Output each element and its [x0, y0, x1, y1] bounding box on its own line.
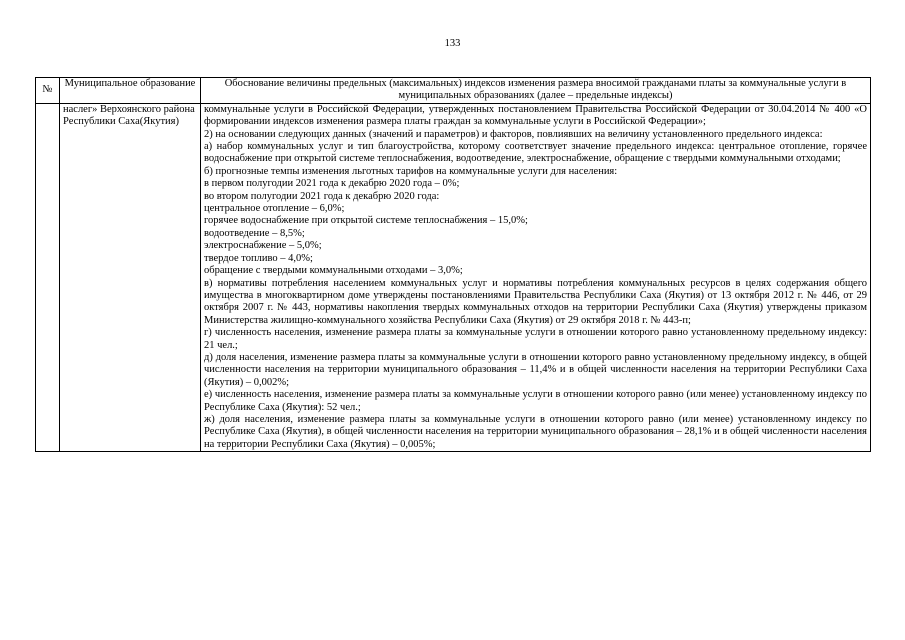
tariff-sewerage: водоотведение – 8,5%; [204, 227, 305, 239]
paragraph-zh: ж) доля населения, изменение размера платы за коммунальные услуги в отношении которого равно (или менее) установленному индексу по Республике Саха (Якутия), в общей численности населения на территории муниципального образования – 28,1% и в общей численности населения на территории Республики Саха (Якутия) – 0,005%; [204, 413, 867, 450]
paragraph-2: 2) на основании следующих данных (значений и параметров) и факторов, повлиявших на величину установленного предельного индекса: [204, 128, 823, 140]
header-justification: Обоснование величины предельных (максимальных) индексов изменения размера вносимой гражданами платы за коммунальные услуги в муниципальных образованиях (далее – предельные индексы) [201, 78, 871, 104]
tariff-solid-fuel: твердое топливо – 4,0%; [204, 252, 313, 264]
paragraph-continuation: коммунальные услуги в Российской Федерации, утвержденных постановлением Правительства Российской Федерации от 30.04.2014 № 400 «О формировании индексов изменения размера платы граждан за коммунальные услуги в Российской Федерации»; [204, 103, 867, 128]
paragraph-b: б) прогнозные темпы изменения льготных тарифов на коммунальные услуги для населения: [204, 165, 618, 177]
header-number: № [36, 78, 60, 104]
table-row [36, 103, 871, 451]
row-number [36, 103, 60, 451]
tariff-hot-water: горячее водоснабжение при открытой системе теплоснабжения – 15,0%; [204, 215, 528, 227]
tariff-heating: центральное отопление – 6,0%; [204, 203, 345, 215]
header-municipality: Муниципальное образование [60, 78, 201, 104]
indices-table [35, 77, 871, 452]
page-number: 133 [444, 38, 461, 49]
paragraph-d: д) доля населения, изменение размера платы за коммунальные услуги в отношении которого равно установленному предельному индексу, в общей численности населения на территории муниципального образования – 11,4% и в общей численности населения на территории Республики Саха (Якутия) – 0,002%; [204, 351, 867, 388]
paragraph-v: в) нормативы потребления населением коммунальных услуг и нормативы потребления коммунальных ресурсов в целях содержания общего имущества в многоквартирном доме утверждены постановлениями Правительства Республики Саха (Якутия) от 13 октября 2012 г. № 446, от 29 октября 2007 г. № 443, нормативы накопления твердых коммунальных отходов на территории Республики Саха (Якутия) утверждены приказом Министерства жилищно-коммунального хозяйства Республики Саха (Якутия) от 29 октября 2018 г. № 443-п; [204, 277, 867, 326]
table-header-row [36, 78, 871, 104]
tariff-electricity: электроснабжение – 5,0%; [204, 240, 322, 252]
justification-text [201, 103, 871, 451]
paragraph-a: а) набор коммунальных услуг и тип благоустройства, которому соответствует значение предельного индекса: центральное отопление, горячее водоснабжение при открытой системе теплоснабжения, водоотведение, электроснабжение, обращение с твердыми коммунальными отходами; [204, 141, 867, 165]
paragraph-e: е) численность населения, изменение размера платы за коммунальные услуги в отношении которого равно (или менее) установленному индексу по Республике Саха (Якутия): 52 чел.; [204, 389, 867, 413]
tariff-second-half: во втором полугодии 2021 года к декабрю 2020 года: [204, 190, 440, 202]
tariff-waste: обращение с твердыми коммунальными отходами – 3,0%; [204, 265, 463, 277]
paragraph-g: г) численность населения, изменение размера платы за коммунальные услуги в отношении которого равно установленному предельному индексу: 21 чел.; [204, 327, 867, 351]
tariff-first-half: в первом полугодии 2021 года к декабрю 2020 года – 0%; [204, 178, 460, 190]
municipality-name: наслег» Верхоянского района Республики Саха(Якутия) [60, 103, 201, 451]
